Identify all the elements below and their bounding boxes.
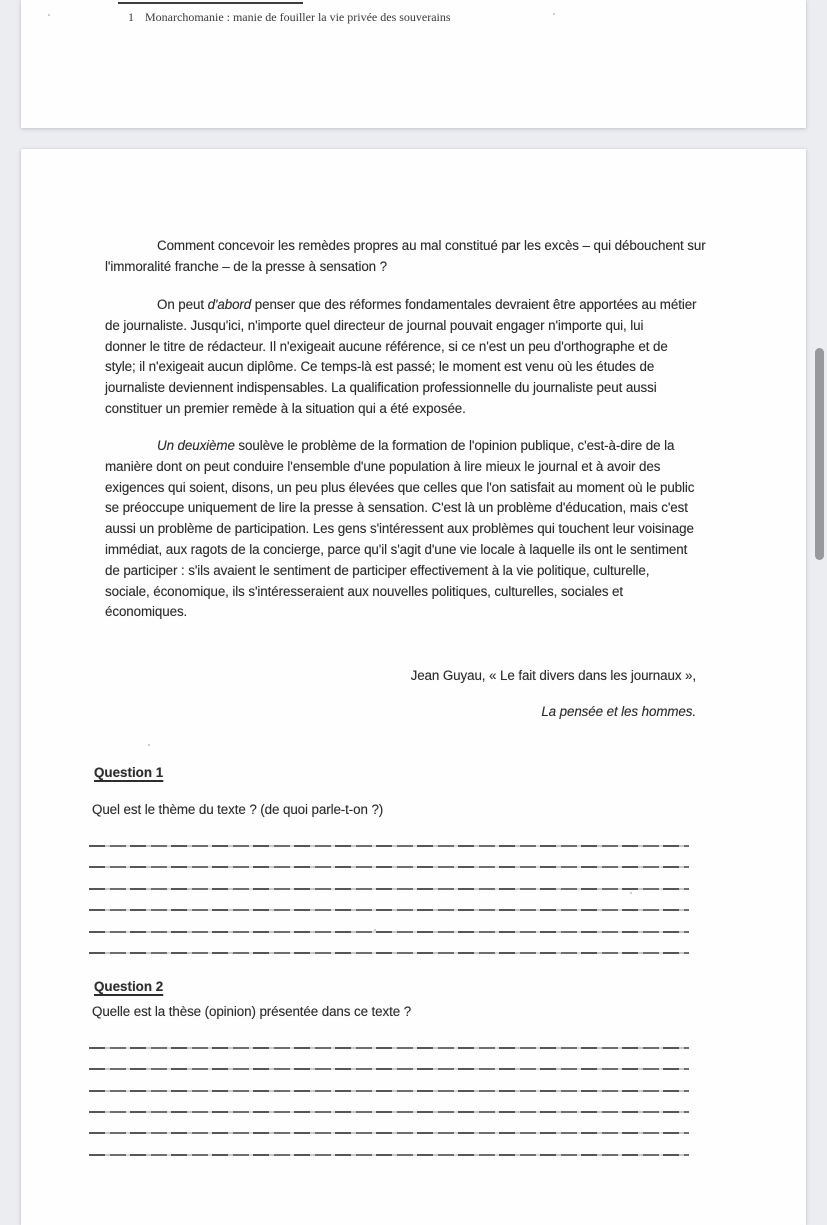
paragraph-1 bbox=[105, 236, 706, 278]
scrollbar-track[interactable] bbox=[807, 0, 827, 1225]
text-segment: penser que des réformes fondamentales devraient être apportées au métier bbox=[251, 297, 697, 312]
scan-speck bbox=[374, 929, 376, 931]
text-line: style; il n'exigeait aucun diplôme. Ce temps-là est passé; le moment est venu où les études de bbox=[105, 359, 655, 375]
answer-line bbox=[89, 1154, 689, 1156]
text-line bbox=[105, 436, 694, 457]
text-segment-italic: d'abord bbox=[207, 297, 252, 312]
answer-line bbox=[89, 866, 689, 868]
answer-line bbox=[89, 1047, 689, 1049]
text-line: Comment concevoir les remèdes propres au mal constitué par les excès – qui débouchent sur bbox=[157, 238, 706, 253]
answer-line bbox=[89, 909, 689, 911]
text-line: manière dont on peut conduire l'ensemble d'une population à lire mieux le journal et à avoir des bbox=[105, 458, 661, 474]
text-line: immédiat, aux ragots de la concierge, parce qu'il s'agit d'une vie locale à laquelle ils ont le sentiment bbox=[105, 541, 688, 557]
page-1-fragment bbox=[21, 0, 806, 128]
text-line: constituer un premier remède à la situation qui a été exposée. bbox=[105, 400, 466, 416]
text-line: de journaliste. Jusqu'ici, n'importe quel directeur de journal pouvait engager n'importe qui, lui bbox=[105, 317, 644, 333]
page-2 bbox=[21, 149, 806, 1225]
scan-speck bbox=[630, 892, 632, 894]
footnote bbox=[128, 10, 451, 25]
text-line: économiques. bbox=[105, 604, 188, 620]
text-line: journaliste deviennent indispensables. La qualification professionnelle du journaliste peut aussi bbox=[105, 380, 657, 396]
text-line: donner le titre de rédacteur. Il n'exigeait aucune référence, si ce n'est un peu d'orthographe et de bbox=[105, 338, 668, 354]
text-line: exigences qui soient, disons, un peu plus élevées que celles que l'on satisfait au moment où le public bbox=[105, 479, 695, 495]
text-segment: soulève le problème de la formation de l'opinion publique, c'est-à-dire de la bbox=[234, 438, 675, 453]
answer-line bbox=[89, 1111, 689, 1113]
question-2-prompt: Quelle est la thèse (opinion) présentée dans ce texte ? bbox=[92, 1004, 412, 1019]
text-segment-italic: Un deuxième bbox=[157, 438, 235, 453]
question-1-label: Question 1 bbox=[94, 765, 164, 780]
answer-line bbox=[89, 1090, 689, 1092]
answer-line bbox=[89, 845, 689, 847]
footnote-separator-rule bbox=[118, 2, 303, 4]
text-line: se préoccupe uniquement de lire la presse à sensation. C'est là un problème d'éducation, mais c'est bbox=[105, 500, 688, 516]
question-1-prompt: Quel est le thème du texte ? (de quoi parle-t-on ?) bbox=[92, 802, 384, 817]
scrollbar-thumb[interactable] bbox=[815, 348, 824, 560]
answer-line bbox=[89, 888, 689, 890]
answer-line bbox=[89, 952, 689, 954]
question-2-label: Question 2 bbox=[94, 979, 164, 994]
scan-speck bbox=[48, 14, 50, 16]
text-line bbox=[105, 295, 696, 316]
text-line: l'immoralité franche – de la presse à sensation ? bbox=[105, 258, 387, 274]
text-line: aussi un problème de participation. Les gens s'intéressent aux problèmes qui touchent leur voisinage bbox=[105, 521, 694, 537]
text-segment: On peut bbox=[157, 297, 208, 312]
answer-line bbox=[89, 1132, 689, 1134]
footnote-number: 1 bbox=[128, 10, 134, 24]
paragraph-2 bbox=[105, 295, 696, 420]
text-line: de participer : s'ils avaient le sentiment de participer effectivement à la vie politique, culturelle, bbox=[105, 562, 650, 578]
footnote-text: Monarchomanie : manie de fouiller la vie privée des souverains bbox=[145, 10, 451, 24]
answer-line bbox=[89, 1068, 689, 1070]
text-line: sociale, économique, ils s'intéresseraient aux nouvelles politiques, culturelles, sociales et bbox=[105, 583, 624, 599]
citation-work-title: La pensée et les hommes. bbox=[541, 704, 696, 719]
paragraph-3 bbox=[105, 436, 694, 623]
scan-speck bbox=[148, 744, 150, 746]
scan-speck bbox=[553, 13, 555, 15]
answer-line bbox=[89, 931, 689, 933]
citation-author: Jean Guyau, « Le fait divers dans les journaux », bbox=[410, 668, 696, 683]
